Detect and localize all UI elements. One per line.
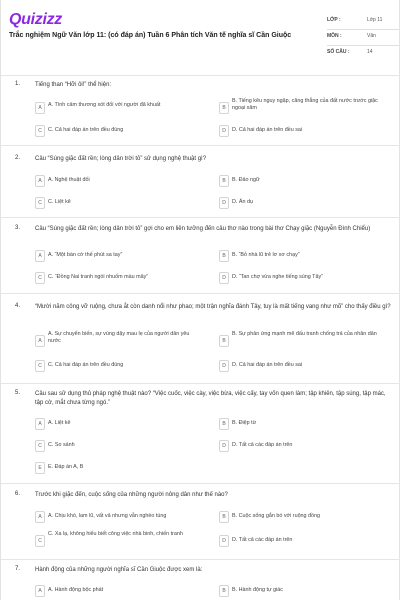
- meta-label: SỐ CÂU :: [327, 49, 350, 55]
- option-a[interactable]: [35, 511, 205, 523]
- page-title: Trắc nghiệm Ngữ Văn lớp 11: (có đáp án) Tuần 6 Phân tích Văn tế nghĩa sĩ Cần Giuộc: [9, 32, 292, 39]
- option-text: A. Tình cảm thương xót đối với người đã khuất: [48, 102, 161, 108]
- option-b[interactable]: [219, 331, 389, 343]
- option-letter: D: [219, 197, 229, 209]
- option-text: A. Hành động bộc phát: [48, 587, 104, 593]
- meta-label: MÔN :: [327, 33, 342, 39]
- option-b[interactable]: [219, 511, 389, 523]
- option-text: A. Liệt kê: [48, 420, 71, 426]
- question-number: 6.: [15, 491, 21, 497]
- option-a[interactable]: [35, 331, 205, 343]
- question-number: 4.: [15, 303, 21, 309]
- question-text: Câu sau sử dụng thủ pháp nghệ thuật nào? “Việc cuốc, việc cày, việc bừa, việc cấy, tay vốn quen làm; tập khiên, tập súng, tập mác, tập cờ, mắt chưa từng ngó.”: [35, 391, 386, 406]
- option-letter: A: [35, 250, 45, 262]
- option-letter: C: [35, 125, 45, 137]
- option-text: D. “Tan chợ vừa nghe tiếng súng Tây”: [232, 274, 323, 280]
- option-text: A. Chịu khó, lam lũ, vất vả nhưng vẫn nghèo túng: [48, 513, 167, 519]
- option-letter: C: [35, 535, 45, 547]
- option-b[interactable]: [219, 175, 389, 187]
- question-divider: [1, 293, 400, 294]
- option-text: C. Xa lạ, không hiểu biết công việc nhà binh, chiến tranh: [48, 531, 183, 537]
- option-a[interactable]: [35, 98, 205, 110]
- option-text: B. Sự phản ứng mạnh mẽ đấu tranh chống trả của nhân dân: [232, 331, 377, 337]
- option-letter: B: [219, 511, 229, 523]
- option-a[interactable]: [35, 175, 205, 187]
- worksheet-meta: [327, 14, 399, 62]
- option-c[interactable]: [35, 125, 205, 137]
- option-c[interactable]: [35, 272, 205, 284]
- option-text: D. Cả hai đáp án trên đều sai: [232, 127, 303, 133]
- question-number: 7.: [15, 566, 21, 572]
- option-d[interactable]: [219, 272, 389, 284]
- question-divider: [1, 145, 400, 146]
- question-text: Câu “Súng giặc đất rền; lòng dân trời tỏ” gợi cho em liên tưởng đến câu thơ nào trong bài thơ Chạy giặc (Nguyễn Đình Chiểu): [35, 226, 371, 232]
- option-letter: A: [35, 175, 45, 187]
- meta-row-subject: [327, 30, 399, 46]
- option-a[interactable]: [35, 250, 205, 262]
- option-letter: A: [35, 418, 45, 430]
- option-letter: D: [219, 535, 229, 547]
- question-text: Trước khi giặc đến, cuộc sống của những người nông dân như thế nào?: [35, 492, 228, 498]
- option-a[interactable]: [35, 585, 205, 597]
- question-divider: [1, 483, 400, 484]
- option-b[interactable]: [219, 250, 389, 262]
- option-c[interactable]: [35, 197, 205, 209]
- option-letter: C: [35, 272, 45, 284]
- option-text: B. Đảo ngữ: [232, 177, 260, 183]
- option-letter: B: [219, 335, 229, 347]
- meta-value: Lớp 11: [367, 17, 383, 23]
- option-text: D. Tất cả các đáp án trên: [232, 442, 293, 448]
- option-text: B. Hành động tự giác: [232, 587, 283, 593]
- option-c[interactable]: [35, 360, 205, 372]
- quizizz-logo[interactable]: Quizizz: [9, 11, 63, 28]
- question-divider: [1, 217, 400, 218]
- option-letter: C: [35, 360, 45, 372]
- question-text: Tiếng than “Hỡi ôi!” thể hiện:: [35, 82, 112, 88]
- option-text: E. Đáp án A, B: [48, 464, 84, 470]
- option-text: C. Cả hai đáp án trên đều đúng: [48, 362, 124, 368]
- option-text: C. Liệt kê: [48, 199, 71, 205]
- question-text: “Mười năm công vỡ ruộng, chưa ắt còn danh nổi như phao; một trận nghĩa đánh Tây, tuy là mất tiếng vang như mõ” cho thấy điều gì?: [35, 304, 391, 310]
- option-text: D. Ẩn dụ: [232, 199, 253, 205]
- option-a[interactable]: [35, 418, 205, 430]
- question-text: Câu “Súng giặc đất rền; lòng dân trời tỏ” sử dụng nghệ thuật gì?: [35, 156, 207, 162]
- option-letter: B: [219, 585, 229, 597]
- option-letter: B: [219, 102, 229, 114]
- question-number: 5.: [15, 390, 21, 396]
- option-letter: B: [219, 418, 229, 430]
- option-letter: B: [219, 250, 229, 262]
- option-letter: A: [35, 102, 45, 114]
- option-text: C. “Đồng Nai tranh ngói nhuốm màu mây”: [48, 274, 149, 280]
- meta-row-class: [327, 14, 399, 30]
- option-text: A. Nghệ thuật đối: [48, 177, 90, 183]
- question-number: 2.: [15, 155, 21, 161]
- meta-value: 14: [367, 49, 373, 55]
- option-d[interactable]: [219, 125, 389, 137]
- option-letter: A: [35, 335, 45, 347]
- option-d[interactable]: [219, 535, 389, 547]
- meta-value: Văn: [367, 33, 376, 39]
- option-letter: A: [35, 585, 45, 597]
- option-b[interactable]: [219, 98, 389, 110]
- option-letter: D: [219, 272, 229, 284]
- option-letter: D: [219, 360, 229, 372]
- question-text: Hành động của những người nghĩa sĩ Cần Giuộc được xem là:: [35, 567, 203, 573]
- option-b[interactable]: [219, 418, 389, 430]
- question-number: 3.: [15, 225, 21, 231]
- option-text: B. Tiếng kêu nguy ngập, căng thẳng của đất nước trước giặc ngoại xâm: [232, 98, 378, 111]
- option-letter: C: [35, 440, 45, 452]
- option-letter: E: [35, 462, 45, 474]
- option-text: C. So sánh: [48, 442, 75, 448]
- option-c[interactable]: [35, 440, 205, 452]
- option-letter: A: [35, 511, 45, 523]
- option-letter: C: [35, 197, 45, 209]
- option-text: D. Tất cả các đáp án trên: [232, 537, 293, 543]
- option-d[interactable]: [219, 197, 389, 209]
- option-text: C. Cả hai đáp án trên đều đúng: [48, 127, 124, 133]
- option-c[interactable]: [35, 531, 205, 543]
- question-divider: [1, 383, 400, 384]
- option-d[interactable]: [219, 360, 389, 372]
- option-text: A. Sự chuyển biến, sự vùng dậy mau lẹ của người dân yêu nước: [48, 331, 190, 344]
- option-text: A. “Một bàn cờ thế phút sa tay”: [48, 252, 123, 258]
- option-text: B. “Bỏ nhà lũ trẻ lơ xơ chạy”: [232, 252, 300, 258]
- option-b[interactable]: [219, 585, 389, 597]
- header-divider: [1, 75, 400, 76]
- option-text: B. Cuộc sống gắn bó với ruộng đồng: [232, 513, 321, 519]
- option-letter: D: [219, 125, 229, 137]
- meta-label: LỚP :: [327, 17, 341, 23]
- option-d[interactable]: [219, 440, 389, 452]
- option-text: B. Điệp từ: [232, 420, 257, 426]
- meta-row-question-count: [327, 46, 399, 62]
- option-letter: D: [219, 440, 229, 452]
- question-number: 1.: [15, 81, 21, 87]
- question-divider: [1, 559, 400, 560]
- option-e[interactable]: [35, 462, 205, 474]
- option-letter: B: [219, 175, 229, 187]
- option-text: D. Cả hai đáp án trên đều sai: [232, 362, 303, 368]
